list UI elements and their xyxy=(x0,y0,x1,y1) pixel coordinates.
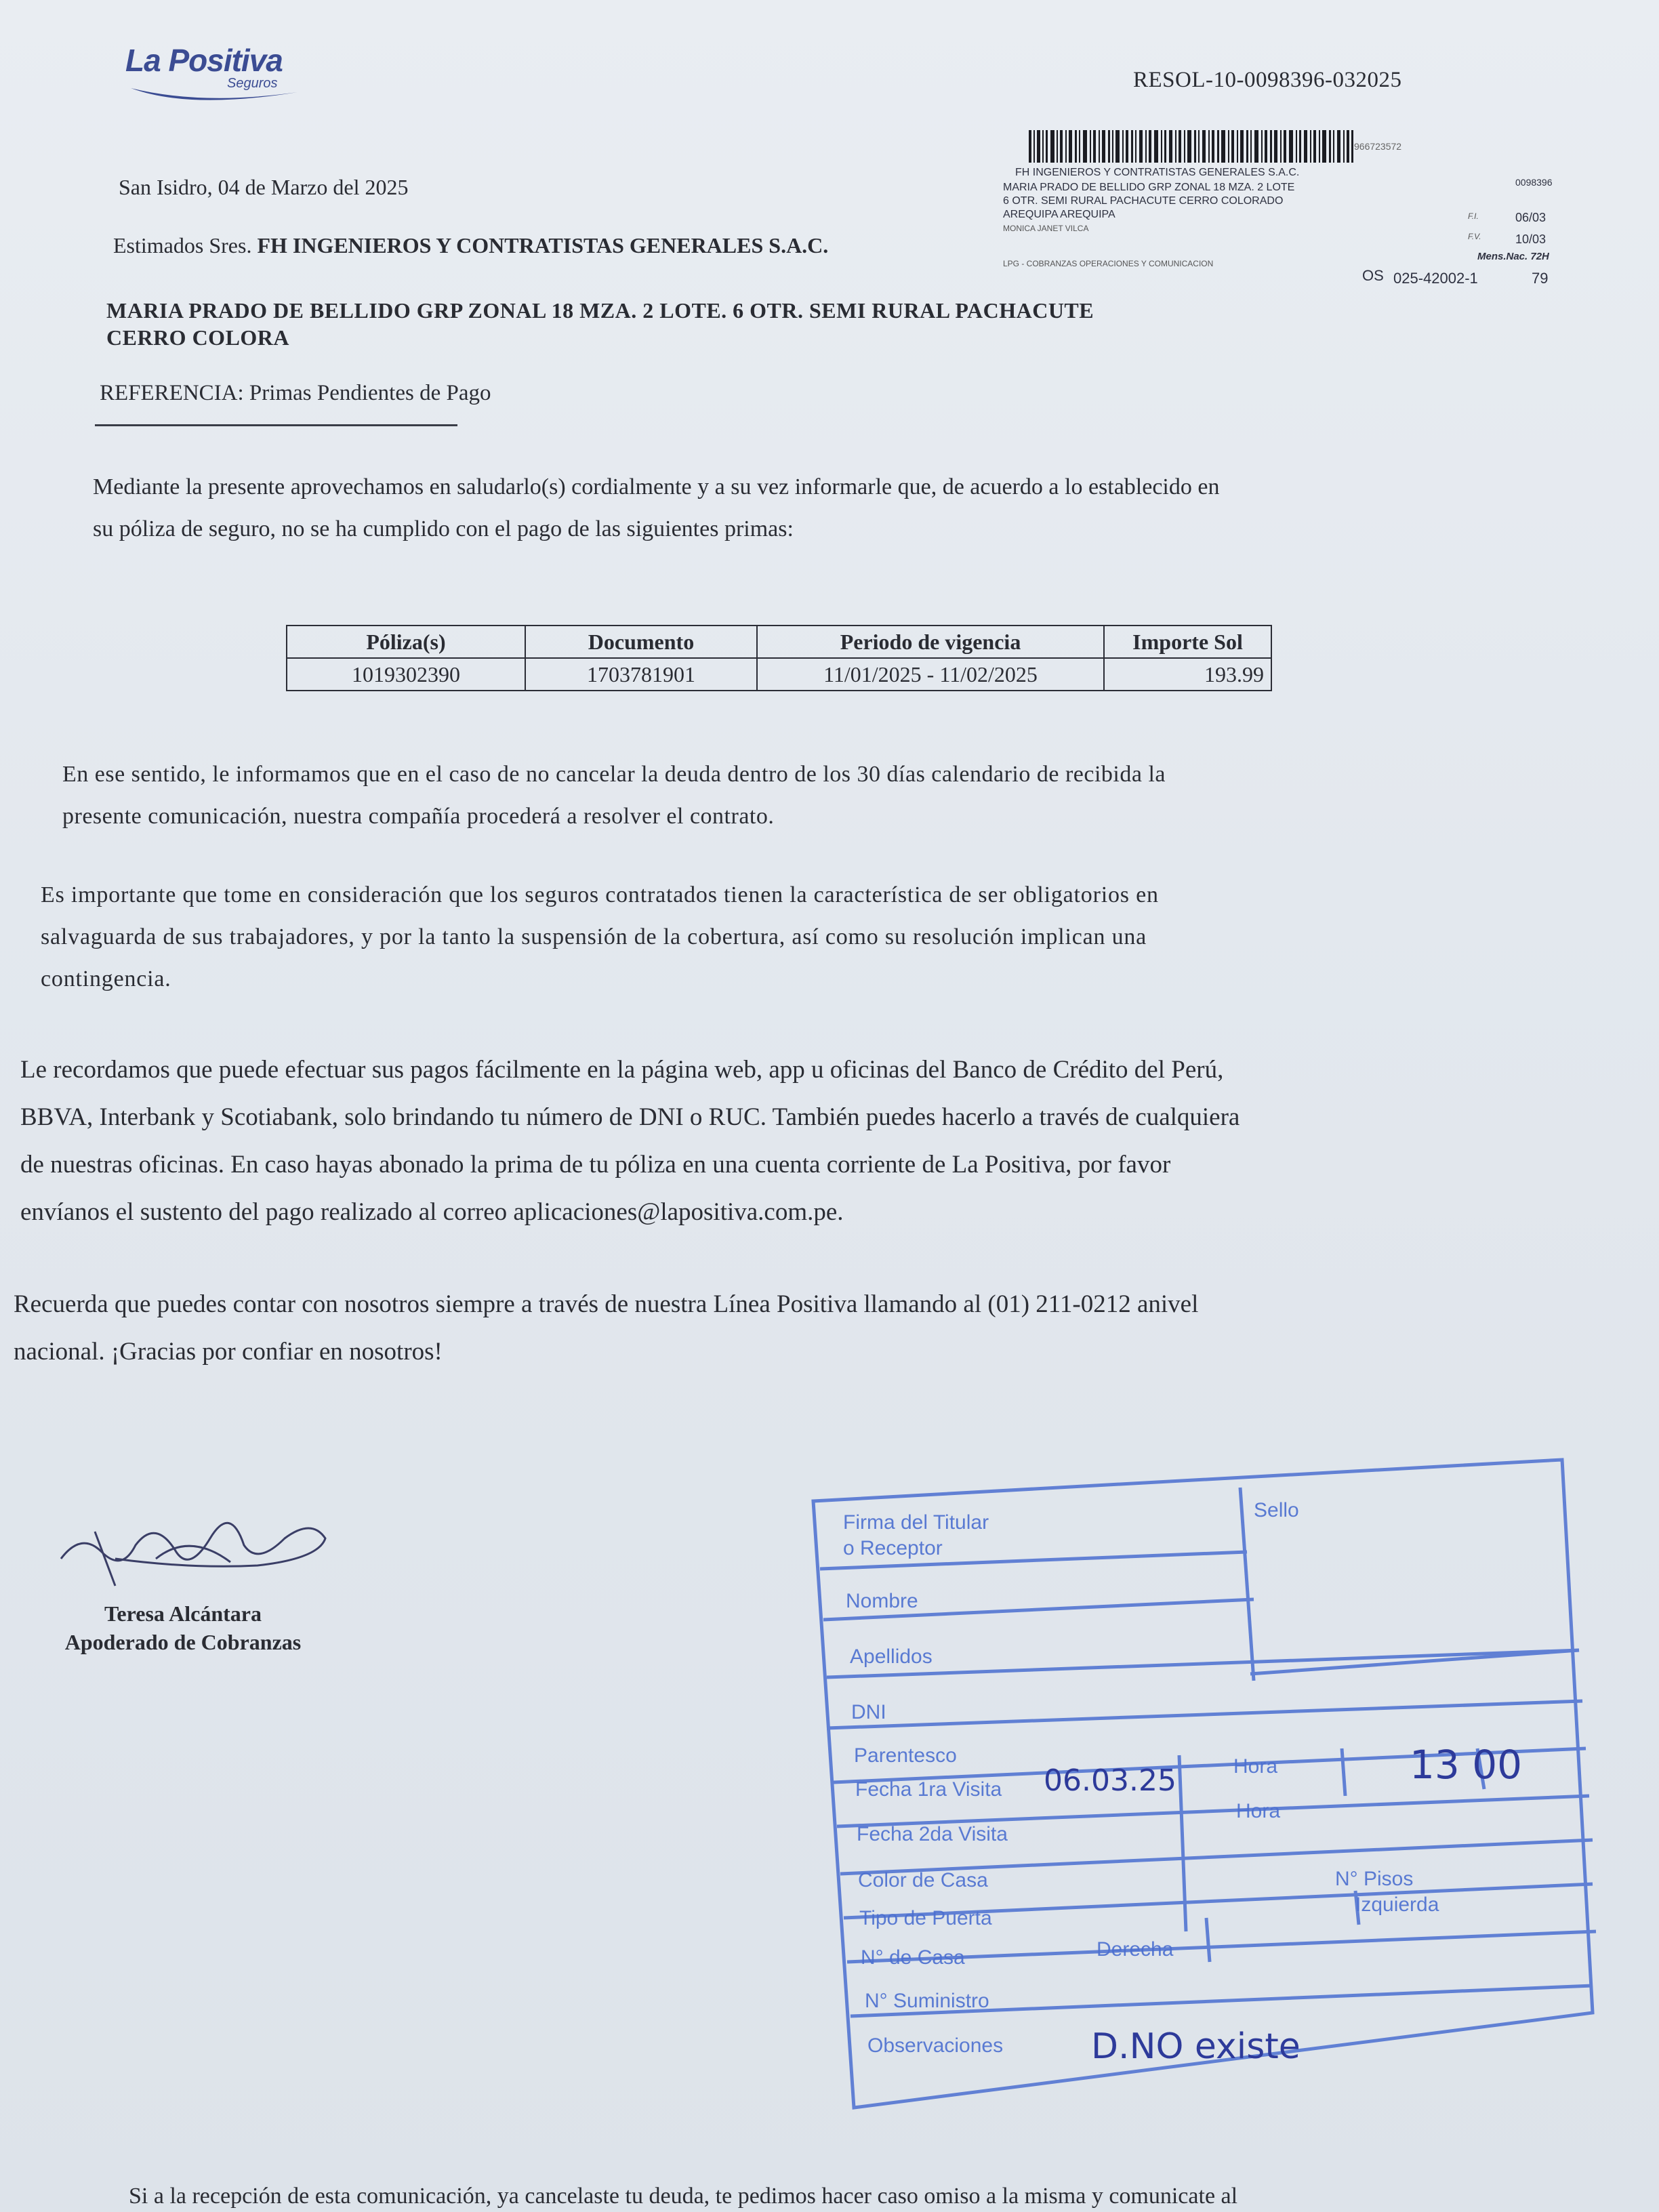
stamp-sello: Sello xyxy=(1254,1499,1299,1521)
paragraph-line: Mediante la presente aprovechamos en saludarlo(s) cordialmente y a su vez informarle que, de acuerdo a lo establecido en xyxy=(93,474,1220,499)
paragraph-line: BBVA, Interbank y Scotiabank, solo brindando tu número de DNI o RUC. También puedes hacerlo a través de cualquiera xyxy=(20,1103,1240,1131)
paragraph-line: presente comunicación, nuestra compañía procederá a resolver el contrato. xyxy=(62,804,775,829)
cell-documento: 1703781901 xyxy=(525,658,757,691)
table-header-row xyxy=(287,626,1271,658)
table-row xyxy=(287,658,1271,691)
signer-name: Teresa Alcántara xyxy=(104,1601,262,1626)
reference-underline xyxy=(95,424,457,426)
barcode-number: 966723572 xyxy=(1354,141,1402,152)
cell-importe: 193.99 xyxy=(1104,658,1271,691)
paragraph-line: Le recordamos que puede efectuar sus pagos fácilmente en la página web, app u oficinas del Banco de Crédito del Perú, xyxy=(20,1056,1224,1084)
premiums-table xyxy=(286,625,1272,691)
cell-poliza: 1019302390 xyxy=(287,658,525,691)
logo-text: La Positiva xyxy=(125,43,283,78)
stamp-hora2: Hora xyxy=(1236,1800,1281,1822)
paragraph-line: salvaguarda de sus trabajadores, y por la tanto la suspensión de la cobertura, así como su resolución implican una xyxy=(41,924,1147,949)
barcode-icon xyxy=(1029,130,1354,163)
label-address-1: MARIA PRADO DE BELLIDO GRP ZONAL 18 MZA. 2 LOTE xyxy=(1003,182,1295,193)
shipping-label xyxy=(996,122,1593,298)
paragraph-payment xyxy=(20,1046,1240,1236)
label-fi-value: 06/03 xyxy=(1515,211,1547,224)
stamp-suministro: N° Suministro xyxy=(865,1990,989,2012)
paragraph-line: Es importante que tome en consideración que los seguros contratados tienen la característica de ser obligatorios en xyxy=(41,882,1159,907)
footer-note: Si a la recepción de esta comunicación, ya cancelaste tu deuda, te pedimos hacer caso omiso a la misma y comunicate al xyxy=(129,2184,1238,2209)
logo-swoosh-icon xyxy=(128,83,304,110)
paragraph-warning xyxy=(62,754,1166,838)
header-periodo: Periodo de vigencia xyxy=(757,626,1104,658)
paragraph-line: su póliza de seguro, no se ha cumplido con el pago de las siguientes primas: xyxy=(93,516,794,541)
stamp-fecha1: Fecha 1ra Visita xyxy=(855,1778,1002,1801)
label-address-3: AREQUIPA AREQUIPA xyxy=(1003,209,1115,220)
stamp-dni: DNI xyxy=(851,1701,886,1723)
label-fv-label: F.V. xyxy=(1468,232,1481,241)
label-os-value: 025-42002-1 xyxy=(1393,270,1478,287)
paragraph-line: nacional. ¡Gracias por confiar en nosotros! xyxy=(14,1338,443,1366)
address-line-2: CERRO COLORA xyxy=(106,325,290,350)
recipient-address xyxy=(106,297,1094,351)
signature-icon xyxy=(54,1491,339,1599)
handwritten-visit-date: 06.03.25 xyxy=(1044,1763,1176,1798)
stamp-derecha: Derecha xyxy=(1097,1938,1174,1961)
header-poliza: Póliza(s) xyxy=(287,626,525,658)
logo-tagline: Seguros xyxy=(227,76,278,91)
paragraph-line: envíanos el sustento del pago realizado al correo aplicaciones@lapositiva.com.pe. xyxy=(20,1198,844,1226)
address-line-1: MARIA PRADO DE BELLIDO GRP ZONAL 18 MZA. 2 LOTE. 6 OTR. SEMI RURAL PACHACUTE xyxy=(106,298,1094,323)
label-company: FH INGENIEROS Y CONTRATISTAS GENERALES S.A.C. xyxy=(1015,167,1300,178)
label-address-2: 6 OTR. SEMI RURAL PACHACUTE CERRO COLORADO xyxy=(1003,195,1284,207)
stamp-color-casa: Color de Casa xyxy=(858,1869,988,1891)
stamp-firma-l1: Firma del Titular xyxy=(843,1511,989,1534)
stamp-apellidos: Apellidos xyxy=(850,1645,933,1668)
signer-title: Apoderado de Cobranzas xyxy=(64,1630,302,1654)
label-fv-value: 10/03 xyxy=(1515,232,1547,246)
stamp-fecha2: Fecha 2da Visita xyxy=(857,1823,1008,1845)
greeting-prefix: Estimados Sres. xyxy=(113,233,252,258)
greeting xyxy=(113,233,828,258)
label-code: 0098396 xyxy=(1515,177,1553,188)
paragraph-intro xyxy=(93,466,1219,550)
stamp-observaciones: Observaciones xyxy=(867,2034,1004,2057)
label-contact: MONICA JANET VILCA xyxy=(1003,224,1089,233)
label-fi-label: F.I. xyxy=(1468,211,1479,221)
stamp-hora1: Hora xyxy=(1233,1755,1278,1778)
handwritten-observation: D.NO existe xyxy=(1091,2026,1300,2067)
stamp-parentesco: Parentesco xyxy=(854,1744,957,1767)
letter-date: San Isidro, 04 de Marzo del 2025 xyxy=(119,175,409,199)
greeting-company: FH INGENIEROS Y CONTRATISTAS GENERALES S.A.C. xyxy=(257,233,829,258)
stamp-tipo-puerta: Tipo de Puerta xyxy=(859,1907,992,1929)
paragraph-contact xyxy=(14,1281,1198,1376)
header-importe: Importe Sol xyxy=(1104,626,1271,658)
stamp-nombre: Nombre xyxy=(846,1590,918,1612)
resolution-code: RESOL-10-0098396-032025 xyxy=(1133,68,1402,92)
stamp-firma-l2: o Receptor xyxy=(843,1537,943,1559)
label-service: Mens.Nac. 72H xyxy=(1477,251,1549,262)
paragraph-line: de nuestras oficinas. En caso hayas abonado la prima de tu póliza en una cuenta corriente de La Positiva, por favor xyxy=(20,1151,1171,1179)
paragraph-line: contingencia. xyxy=(41,966,171,991)
label-os-count: 79 xyxy=(1532,270,1549,287)
delivery-stamp xyxy=(806,1457,1633,2114)
cell-periodo: 11/01/2025 - 11/02/2025 xyxy=(757,658,1104,691)
stamp-n-pisos: N° Pisos xyxy=(1335,1868,1414,1890)
paragraph-line: Recuerda que puedes contar con nosotros siempre a través de nuestra Línea Positiva llamando al (01) 211-0212 anivel xyxy=(14,1290,1199,1318)
paragraph-importance xyxy=(41,874,1159,1000)
handwritten-visit-time: 13 00 xyxy=(1410,1742,1523,1788)
stamp-n-casa: N° de Casa xyxy=(861,1946,965,1969)
label-department: LPG - COBRANZAS OPERACIONES Y COMUNICACION xyxy=(1003,259,1214,268)
paragraph-line: En ese sentido, le informamos que en el caso de no cancelar la deuda dentro de los 30 días calendario de recibida la xyxy=(62,762,1166,787)
label-os-label: OS xyxy=(1362,267,1384,284)
signer-block xyxy=(27,1599,339,1656)
stamp-izquierda: Izquierda xyxy=(1355,1893,1439,1916)
company-logo xyxy=(125,42,315,123)
header-documento: Documento xyxy=(525,626,757,658)
reference-line: REFERENCIA: Primas Pendientes de Pago xyxy=(100,381,491,405)
